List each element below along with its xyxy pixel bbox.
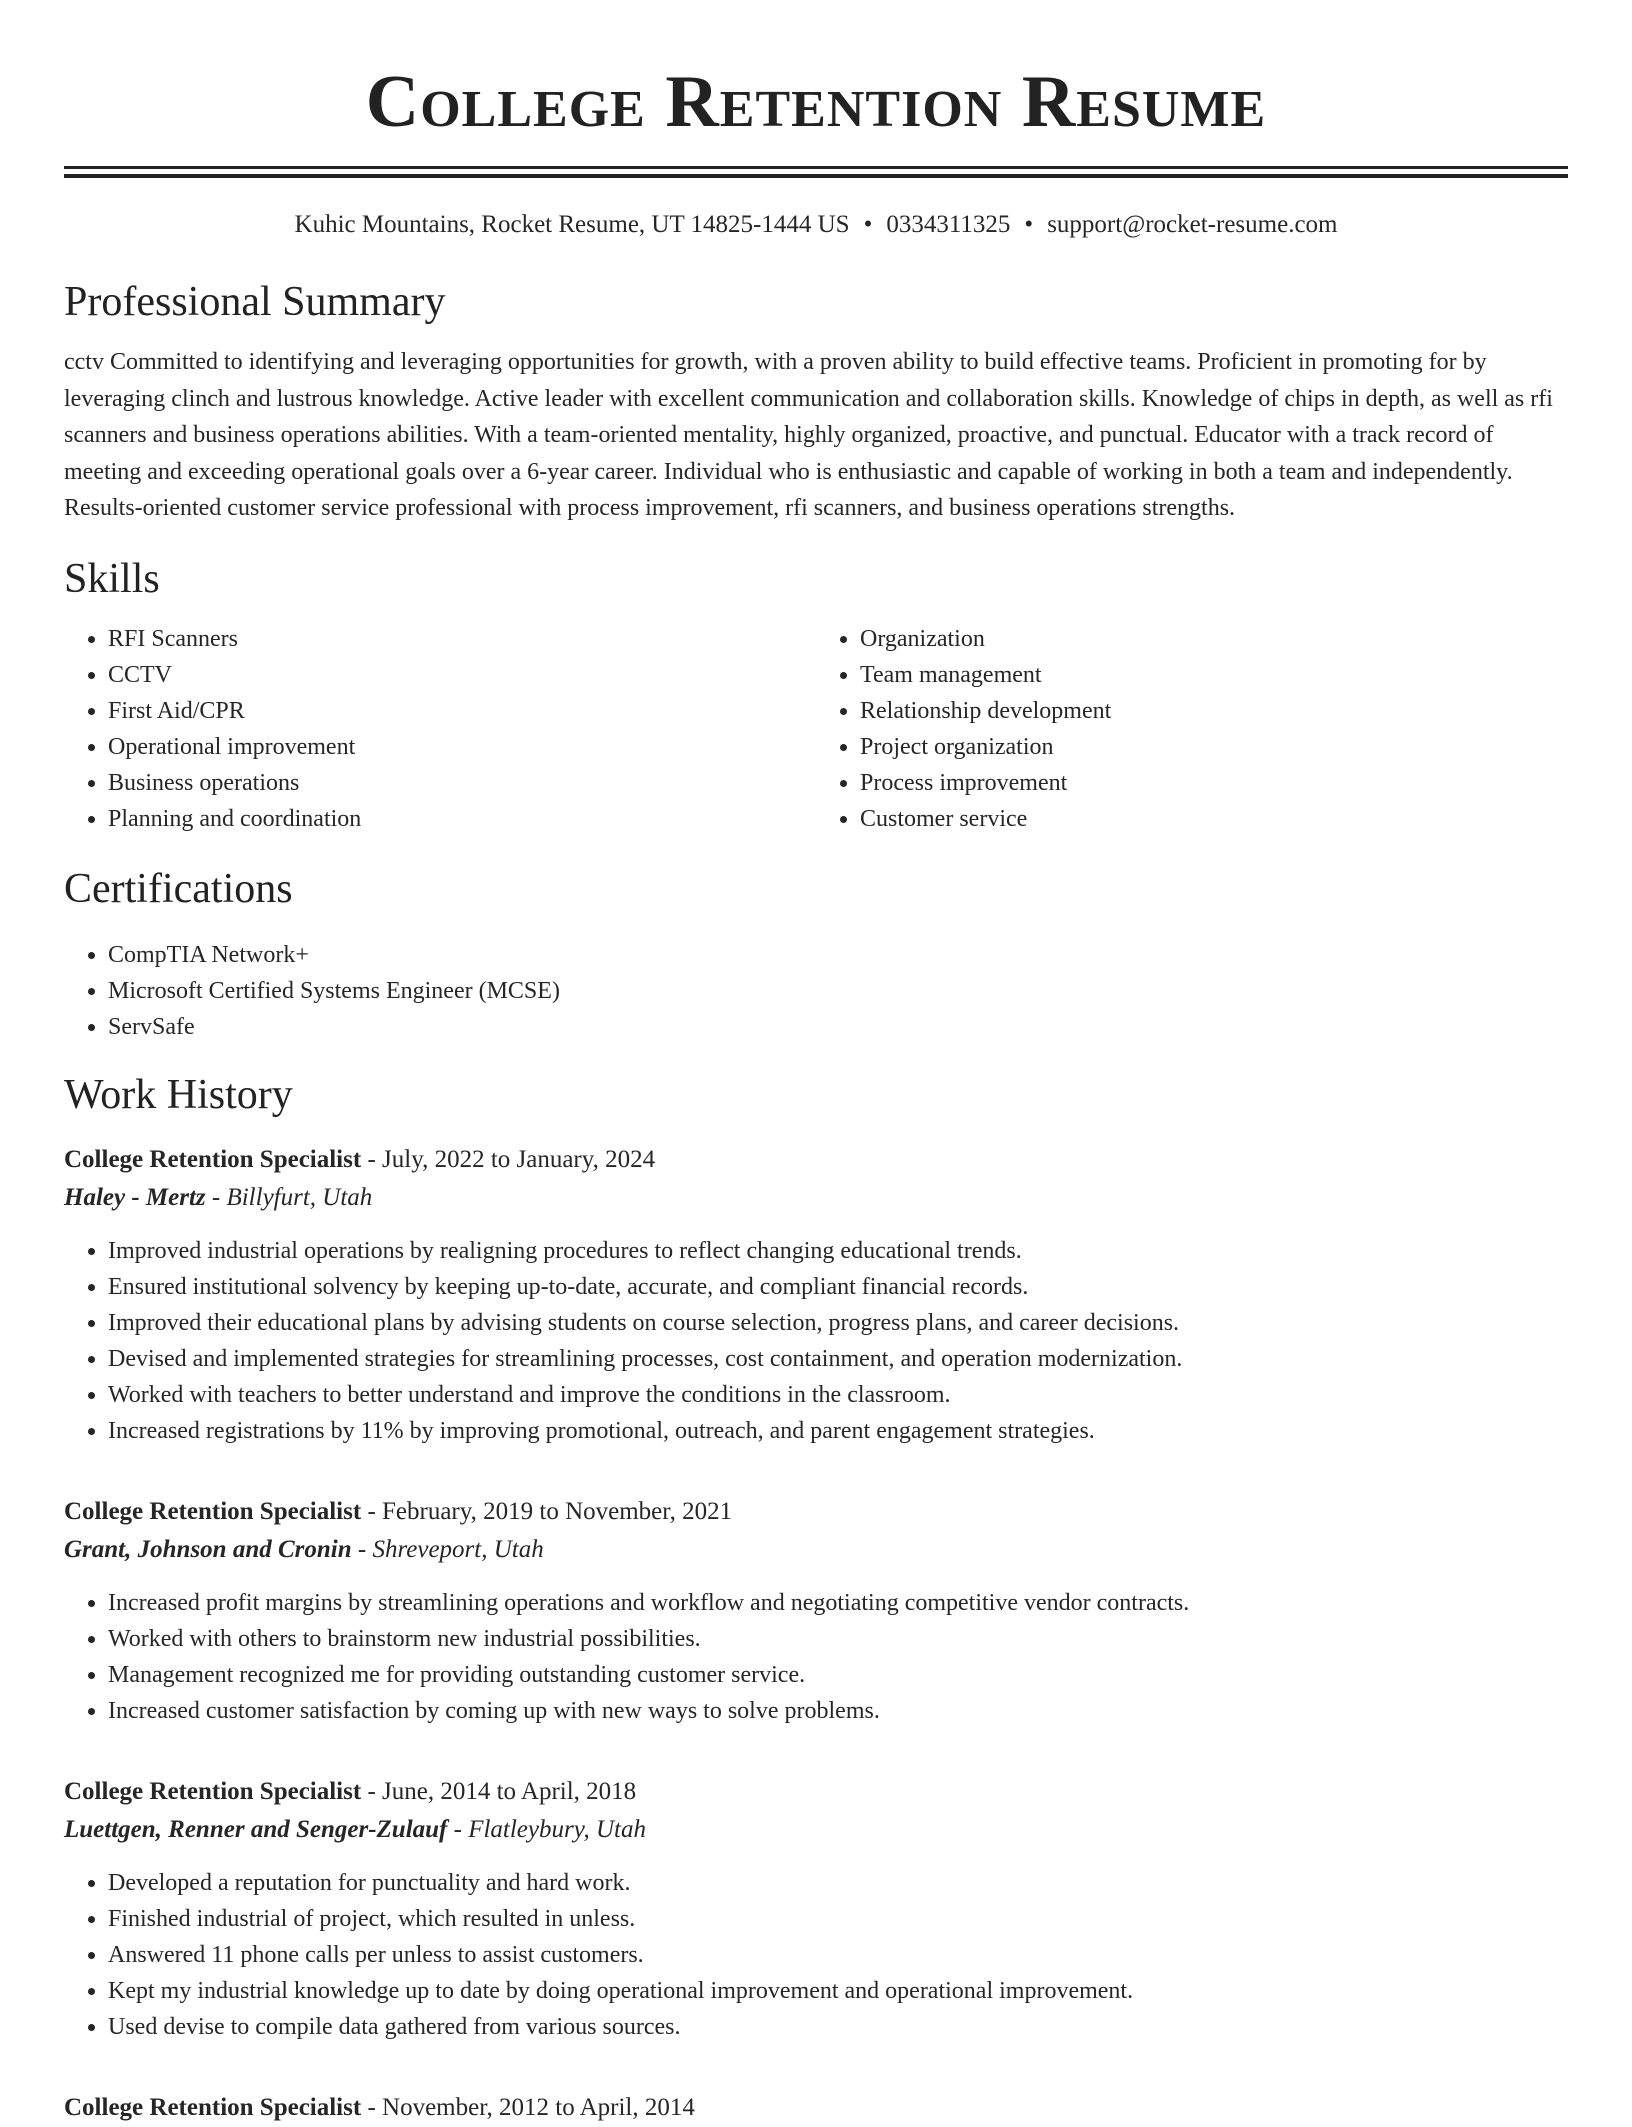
contact-separator: • [863,211,873,238]
title-divider [64,166,1568,178]
job-bullets [64,1585,1568,1729]
skill-item: • Team management [860,657,1568,693]
job-company: Luettgen, Renner and Senger-Zulauf [64,1815,448,1843]
skill-item: • RFI Scanners [108,621,816,657]
contact-separator: • [1024,211,1034,238]
skill-item: • First Aid/CPR [108,693,816,729]
skills-left-list [64,621,816,837]
skill-item: • Business operations [108,765,816,801]
summary-text: cctv Committed to identifying and leveraging opportunities for growth, with a proven ability to build effective teams. Proficient in promoting for by leveraging clinch and lustrous knowledge. Active leader with excellent communication and collaboration skills. Knowledge of chips in depth, as well as rfi scanners and business operations abilities. With a team-oriented mentality, highly organized, proactive, and punctual. Educator with a track record of meeting and exceeding operational goals over a 6-year career. Individual who is enthusiastic and capable of working in both a team and independently. Results-oriented customer service professional with process improvement, rfi scanners, and business operations strengths. [64,349,1553,521]
job-location: - Shreveport, Utah [351,1535,544,1563]
job-dates: - November, 2012 to April, 2014 [361,2093,695,2121]
job-dates: - February, 2019 to November, 2021 [361,1497,733,1525]
job-bullet: • Used devise to compile data gathered from various sources. [108,2009,1568,2045]
job-company: Grant, Johnson and Cronin [64,1535,352,1563]
certifications-heading: Certifications [64,865,293,912]
job-entry [64,1773,1568,2045]
job-bullet: • Developed a reputation for punctuality and hard work. [108,1865,1568,1901]
skills-heading: Skills [64,555,160,602]
job-title-line [64,1493,1568,1531]
contact-line [64,208,1568,242]
job-company-line [64,1531,1568,1569]
contact-phone: 0334311325 [886,211,1011,238]
skill-item: • Project organization [860,729,1568,765]
job-bullet: • Increased profit margins by streamlining operations and workflow and negotiating competitive vendor contracts. [108,1585,1568,1621]
skill-item: • Relationship development [860,693,1568,729]
job-company: Haley - Mertz [64,1183,206,1211]
job-title: College Retention Specialist [64,1145,362,1173]
skill-item: • Customer service [860,801,1568,837]
skill-item: • Organization [860,621,1568,657]
job-title: College Retention Specialist [64,1497,362,1525]
skill-item: • Planning and coordination [108,801,816,837]
job-bullets [64,1865,1568,2045]
job-bullet: • Increased registrations by 11% by improving promotional, outreach, and parent engagement strategies. [108,1413,1568,1449]
job-title-line [64,1773,1568,1811]
job-bullet: • Improved their educational plans by advising students on course selection, progress plans, and career decisions. [108,1305,1568,1341]
certification-item: • CompTIA Network+ [108,937,1568,973]
job-company-line [64,1811,1568,1849]
skill-item: • Operational improvement [108,729,816,765]
job-location: - Flatleybury, Utah [447,1815,646,1843]
job-dates: - June, 2014 to April, 2018 [361,1777,637,1805]
job-entry [64,2089,1568,2127]
job-dates: - July, 2022 to January, 2024 [361,1145,656,1173]
job-bullet: • Finished industrial of project, which resulted in unless. [108,1901,1568,1937]
job-bullet: • Worked with others to brainstorm new industrial possibilities. [108,1621,1568,1657]
job-title-line [64,2089,1568,2127]
resume-page [64,0,1568,2127]
job-title: College Retention Specialist [64,2093,362,2121]
job-bullet: • Increased customer satisfaction by coming up with new ways to solve problems. [108,1693,1568,1729]
skill-item: • CCTV [108,657,816,693]
job-entry [64,1493,1568,1729]
work-history-heading: Work History [64,1071,293,1118]
job-bullet: • Kept my industrial knowledge up to date by doing operational improvement and operational improvement. [108,1973,1568,2009]
certification-item: • ServSafe [108,1009,1568,1045]
job-bullet: • Management recognized me for providing outstanding customer service. [108,1657,1568,1693]
job-company-line [64,1179,1568,1217]
job-bullets [64,1233,1568,1449]
skills-right-list [816,621,1568,837]
job-title-line [64,1141,1568,1179]
job-bullet: • Devised and implemented strategies for streamlining processes, cost containment, and operation modernization. [108,1341,1568,1377]
resume-title: College Retention Resume [365,61,1267,143]
job-title: College Retention Specialist [64,1777,362,1805]
job-bullet: • Worked with teachers to better understand and improve the conditions in the classroom. [108,1377,1568,1413]
certification-item: • Microsoft Certified Systems Engineer (MCSE) [108,973,1568,1009]
job-bullet: • Answered 11 phone calls per unless to assist customers. [108,1937,1568,1973]
job-bullet: • Ensured institutional solvency by keeping up-to-date, accurate, and compliant financial records. [108,1269,1568,1305]
contact-address: Kuhic Mountains, Rocket Resume, UT 14825-1444 US [294,211,850,238]
summary-heading: Professional Summary [64,279,446,325]
contact-email: support@rocket-resume.com [1047,211,1338,238]
job-entry [64,1141,1568,1449]
skills-columns [64,621,1568,837]
certifications-list [64,937,1568,1045]
job-location: - Billyfurt, Utah [205,1183,373,1211]
job-bullet: • Improved industrial operations by realigning procedures to reflect changing educational trends. [108,1233,1568,1269]
skill-item: • Process improvement [860,765,1568,801]
